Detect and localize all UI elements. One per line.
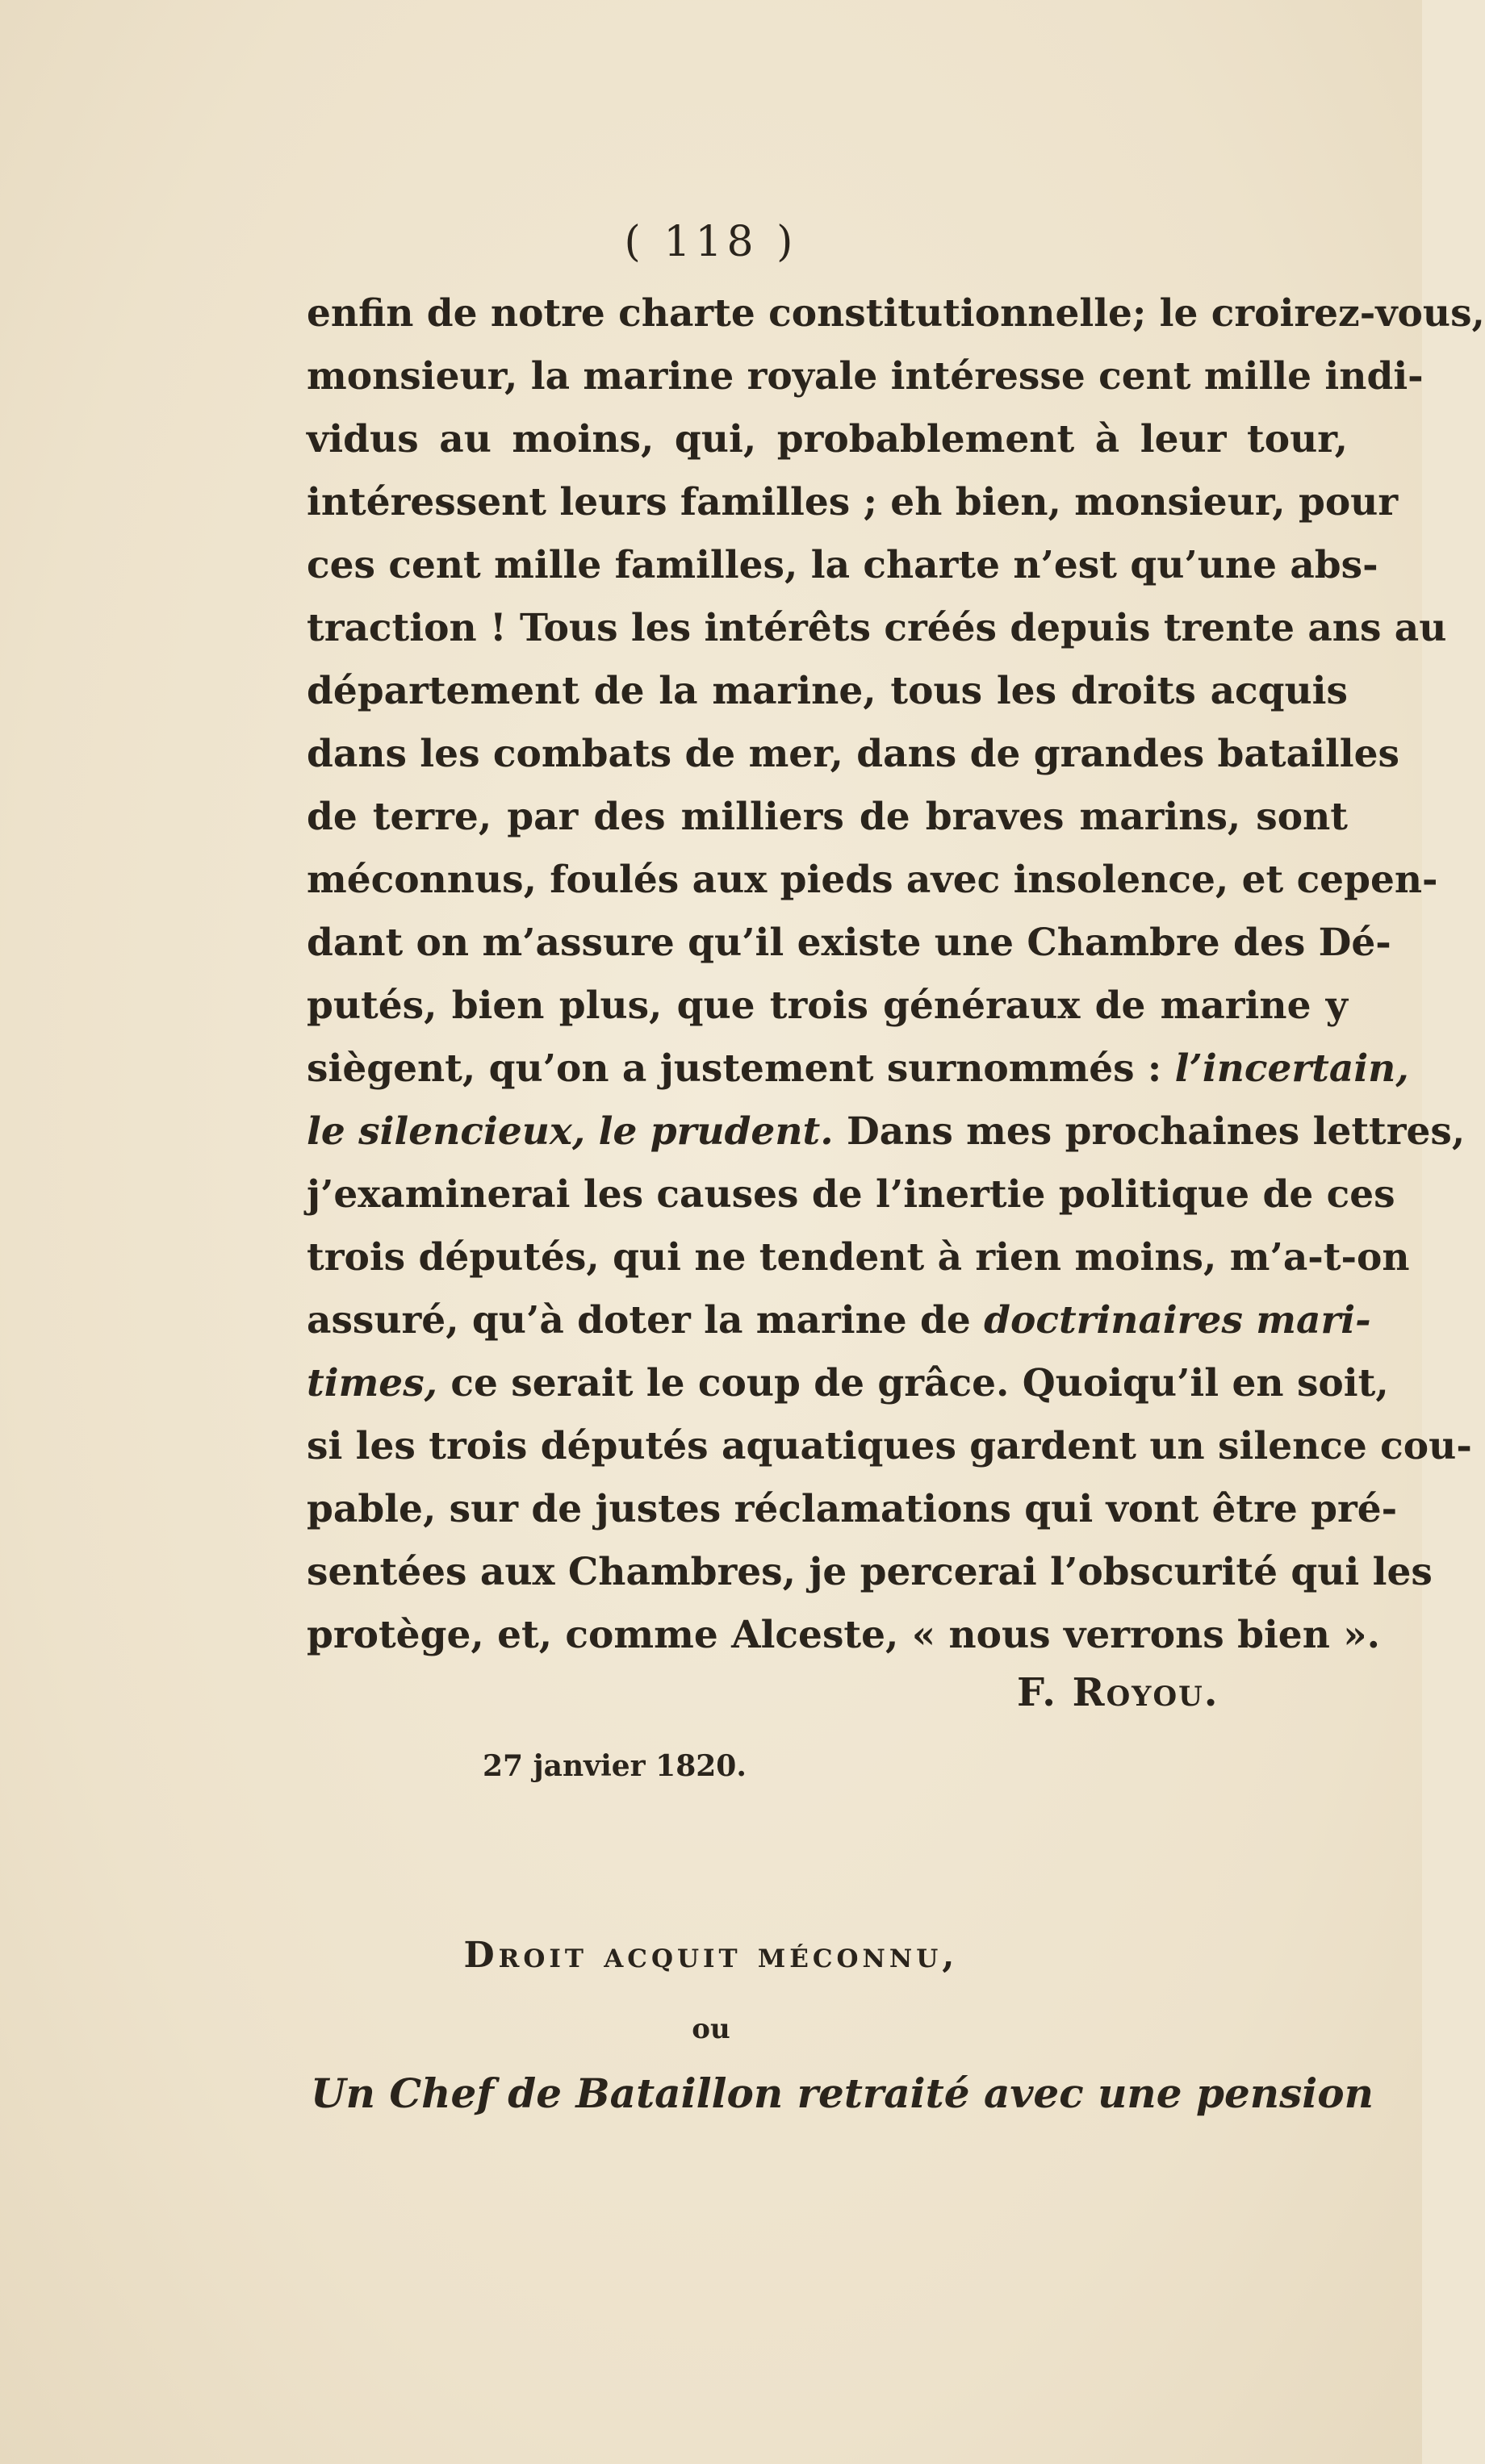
text-line: méconnus, foulés aux pieds avec insolence, et cepen- bbox=[307, 858, 1438, 902]
italic-epithet: l’incertain, bbox=[1174, 1046, 1409, 1091]
text-line: times, ce serait le coup de grâce. Quoiqu’il en soit, bbox=[307, 1361, 1389, 1405]
text-line: assuré, qu’à doter la marine de doctrinaires mari- bbox=[307, 1298, 1371, 1343]
author-signature: F. Royou. bbox=[1017, 1670, 1219, 1715]
text-line: sentées aux Chambres, je percerai l’obscurité qui les bbox=[307, 1550, 1433, 1594]
section-subtitle: Un Chef de Bataillon retraité avec une pension bbox=[311, 2069, 1374, 2117]
italic-phrase: doctrinaires mari- bbox=[984, 1298, 1371, 1343]
text-line: vidus au moins, qui, probablement à leur tour, bbox=[307, 417, 1348, 461]
text-line: de terre, par des milliers de braves marins, sont bbox=[307, 795, 1348, 839]
text-line: pable, sur de justes réclamations qui vont être pré- bbox=[307, 1487, 1398, 1531]
text-line: protège, et, comme Alceste, « nous verrons bien ». bbox=[307, 1613, 1380, 1657]
text-line: le silencieux, le prudent. Dans mes prochaines lettres, bbox=[307, 1109, 1466, 1154]
text-line: si les trois députés aquatiques gardent un silence cou- bbox=[307, 1424, 1472, 1468]
italic-epithet: le silencieux, le prudent. bbox=[307, 1109, 834, 1154]
article-body bbox=[307, 282, 1485, 1667]
heading-connector: ou bbox=[692, 2013, 730, 2045]
section-heading: Droit acquit méconnu, bbox=[463, 1935, 959, 1976]
text-line: putés, bien plus, que trois généraux de marine y bbox=[307, 984, 1348, 1028]
text-line: monsieur, la marine royale intéresse cent mille indi- bbox=[307, 354, 1424, 399]
text-line: département de la marine, tous les droits acquis bbox=[307, 669, 1348, 713]
text-line: j’examinerai les causes de l’inertie politique de ces bbox=[307, 1172, 1395, 1217]
text-line: enfin de notre charte constitutionnelle; le croirez-vous, bbox=[307, 291, 1485, 336]
italic-phrase: times, bbox=[307, 1361, 438, 1405]
text-line: traction ! Tous les intérêts créés depuis trente ans au bbox=[307, 606, 1447, 650]
text-line: dans les combats de mer, dans de grandes batailles bbox=[307, 732, 1399, 776]
article-date: 27 janvier 1820. bbox=[483, 1749, 747, 1783]
text-line: intéressent leurs familles ; eh bien, monsieur, pour bbox=[307, 480, 1399, 524]
page-number: ( 118 ) bbox=[624, 218, 798, 266]
text-line: siègent, qu’on a justement surnommés : l’incertain, bbox=[307, 1046, 1409, 1091]
text-line: trois députés, qui ne tendent à rien moins, m’a-t-on bbox=[307, 1235, 1410, 1280]
text-line: ces cent mille familles, la charte n’est qu’une abs- bbox=[307, 543, 1378, 587]
text-line: dant on m’assure qu’il existe une Chambre des Dé- bbox=[307, 921, 1391, 965]
